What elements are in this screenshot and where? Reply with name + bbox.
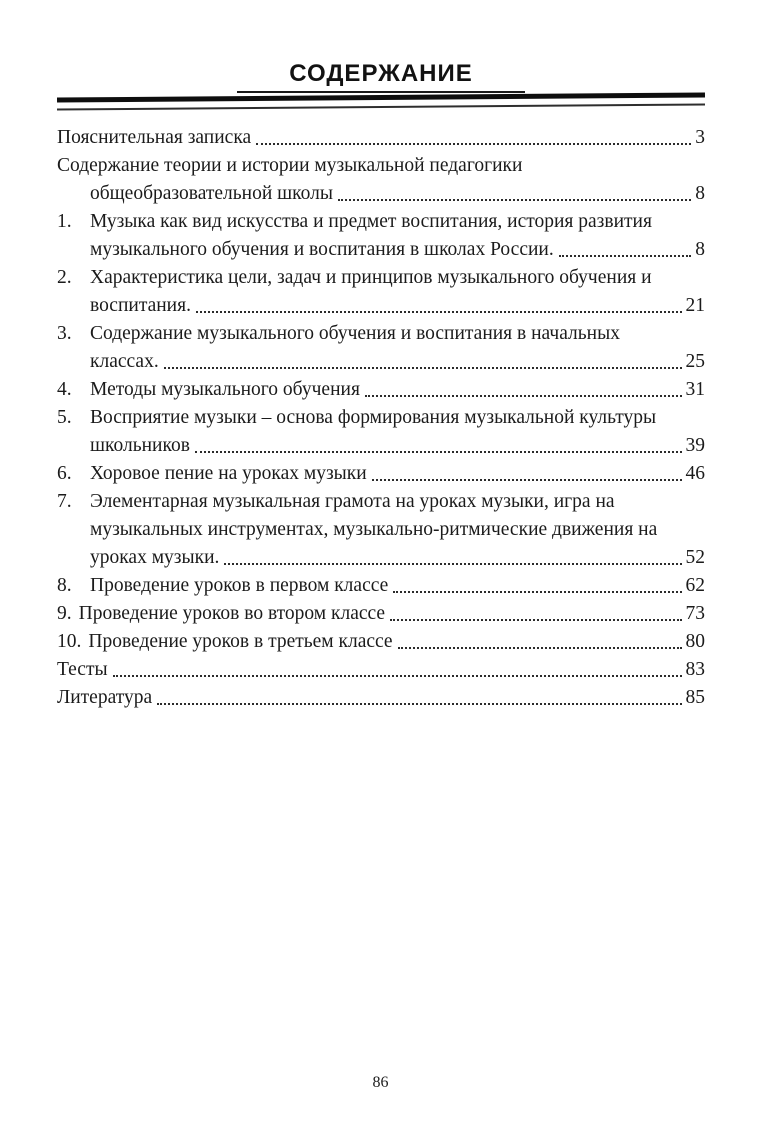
divider-thick-rule (57, 92, 705, 102)
toc-line (57, 572, 705, 600)
toc-leader-dots (256, 143, 691, 145)
toc-entry-number: 9. (57, 603, 72, 624)
toc-leader-dots (113, 675, 682, 677)
toc-entry-number: 8. (57, 575, 72, 596)
table-of-contents (57, 124, 705, 712)
toc-entry-text: Тесты (57, 659, 108, 680)
toc-line (57, 460, 705, 488)
toc-page-number: 80 (685, 631, 705, 652)
toc-page-number: 21 (685, 295, 705, 316)
toc-entry (57, 320, 705, 376)
toc-entry-text: Содержание музыкального обучения и воспитания в начальных (90, 323, 620, 344)
toc-page-number: 3 (695, 127, 705, 148)
toc-entry (57, 460, 705, 488)
toc-leader-dots (393, 591, 681, 593)
toc-page-number: 8 (695, 239, 705, 260)
toc-entry (57, 208, 705, 264)
toc-line (57, 656, 705, 684)
toc-entry-text: музыкального обучения и воспитания в школах России. (90, 239, 554, 260)
toc-leader-dots (559, 255, 692, 257)
toc-entry-text: общеобразовательной школы (90, 183, 333, 204)
toc-leader-dots (338, 199, 691, 201)
toc-entry-number: 4. (57, 379, 72, 400)
toc-entry-text: Проведение уроков в первом классе (90, 575, 389, 596)
toc-page-number: 85 (685, 687, 705, 708)
toc-entry-number: 1. (57, 211, 72, 232)
toc-entry-text: классах. (90, 351, 159, 372)
toc-leader-dots (398, 647, 682, 649)
toc-line (57, 180, 705, 208)
toc-entry-text: воспитания. (90, 295, 191, 316)
toc-line (57, 544, 705, 572)
toc-line (57, 320, 705, 348)
toc-page-number: 25 (685, 351, 705, 372)
toc-entry-text: Элементарная музыкальная грамота на уроках музыки, игра на (90, 491, 615, 512)
toc-page-number: 39 (685, 435, 705, 456)
toc-entry (57, 684, 705, 712)
toc-page-number: 31 (685, 379, 705, 400)
toc-entry-text: музыкальных инструментах, музыкально-ритмические движения на (90, 519, 658, 540)
toc-entry-text: Проведение уроков в третьем классе (88, 631, 393, 652)
title-wrap (57, 60, 705, 93)
toc-leader-dots (224, 563, 681, 565)
toc-entry-number: 3. (57, 323, 72, 344)
toc-line (57, 516, 705, 544)
toc-entry (57, 376, 705, 404)
toc-entry-number: 10. (57, 631, 82, 652)
toc-entry-text: Литература (57, 687, 153, 708)
toc-line (57, 236, 705, 264)
toc-leader-dots (195, 451, 682, 453)
toc-line (57, 124, 705, 152)
toc-page-number: 8 (695, 183, 705, 204)
toc-line (57, 488, 705, 516)
toc-entry-text: Хоровое пение на уроках музыки (90, 463, 367, 484)
toc-leader-dots (390, 619, 681, 621)
page-title: СОДЕРЖАНИЕ (237, 60, 525, 93)
toc-page-number: 73 (685, 603, 705, 624)
toc-page-number: 52 (685, 547, 705, 568)
toc-entry-text: Характеристика цели, задач и принципов музыкального обучения и (90, 267, 652, 288)
toc-entry (57, 124, 705, 152)
toc-entry (57, 152, 705, 208)
toc-entry-number: 2. (57, 267, 72, 288)
toc-page-number: 62 (685, 575, 705, 596)
toc-line (57, 152, 705, 180)
toc-entry-text: уроках музыки. (90, 547, 220, 568)
toc-line (57, 348, 705, 376)
divider-thin-rule (57, 103, 705, 110)
toc-leader-dots (372, 479, 682, 481)
toc-entry (57, 264, 705, 320)
toc-line (57, 600, 705, 628)
toc-line (57, 628, 705, 656)
toc-page-number: 46 (685, 463, 705, 484)
toc-line (57, 264, 705, 292)
toc-page-number: 83 (685, 659, 705, 680)
toc-line (57, 376, 705, 404)
toc-entry (57, 628, 705, 656)
page-number: 86 (372, 1074, 389, 1091)
toc-line (57, 432, 705, 460)
toc-entry-text: Музыка как вид искусства и предмет воспитания, история развития (90, 211, 652, 232)
toc-entry-text: Пояснительная записка (57, 127, 252, 148)
toc-leader-dots (365, 395, 682, 397)
toc-entry-text: Проведение уроков во втором классе (78, 603, 386, 624)
toc-line (57, 404, 705, 432)
toc-entry-text: Восприятие музыки – основа формирования музыкальной культуры (90, 407, 657, 428)
toc-line (57, 684, 705, 712)
toc-entry-number: 7. (57, 491, 72, 512)
toc-entry-text: школьников (90, 435, 190, 456)
toc-entry (57, 404, 705, 460)
toc-entry (57, 600, 705, 628)
toc-entry-text: Методы музыкального обучения (90, 379, 360, 400)
toc-entry-number: 6. (57, 463, 72, 484)
toc-entry (57, 656, 705, 684)
toc-entry-number: 5. (57, 407, 72, 428)
toc-leader-dots (164, 367, 682, 369)
toc-leader-dots (196, 311, 682, 313)
toc-line (57, 292, 705, 320)
toc-entry (57, 572, 705, 600)
toc-leader-dots (157, 703, 681, 705)
toc-entry (57, 488, 705, 572)
toc-entry-text: Содержание теории и истории музыкальной педагогики (57, 155, 523, 176)
toc-line (57, 208, 705, 236)
